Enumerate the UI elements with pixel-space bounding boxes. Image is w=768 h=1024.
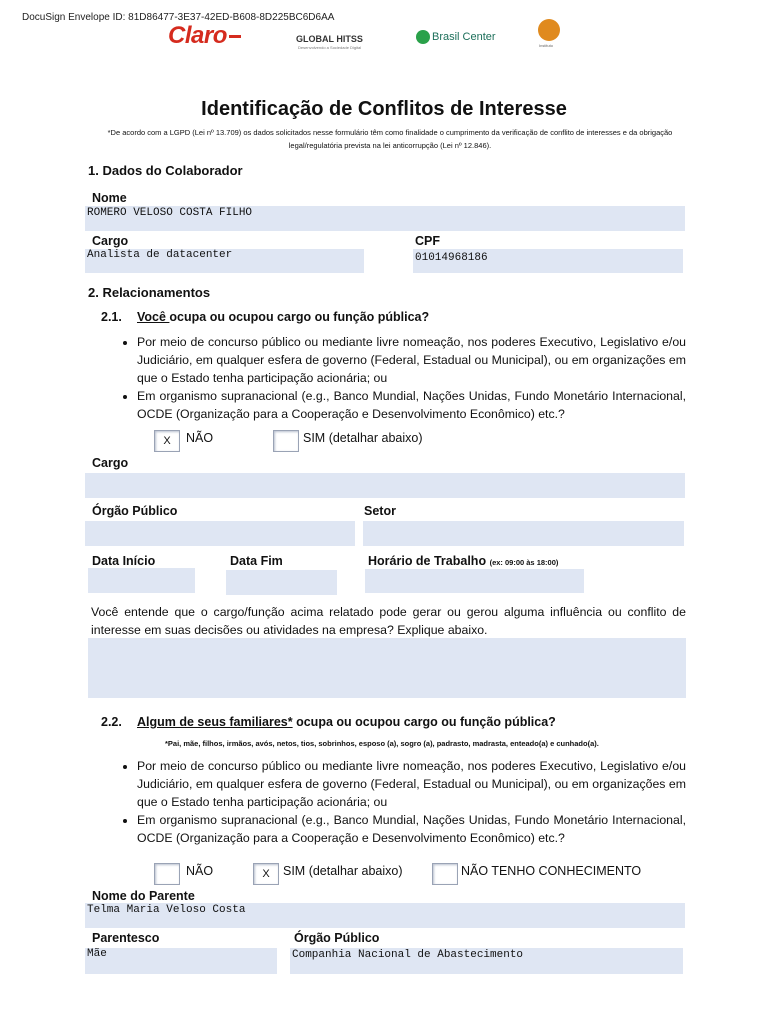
q21-sim-label: SIM (detalhar abaixo) (303, 431, 423, 445)
influence-question: Você entende que o cargo/função acima relatado pode gerar ou gerou alguma influência ou conflito de interesse em suas decisões ou atividades na empresa? Explique abaixo. (91, 605, 686, 637)
q21-orgao-field[interactable] (85, 521, 355, 546)
data-fim-label: Data Fim (230, 554, 283, 568)
q22-question: Algum de seus familiares* ocupa ou ocupou cargo ou função pública? (137, 715, 556, 729)
q22-number: 2.2. (101, 715, 122, 729)
data-inicio-field[interactable] (88, 568, 195, 593)
q21-setor-label: Setor (364, 504, 396, 518)
q22-nao-checkbox[interactable] (154, 863, 180, 885)
q22-bullet-1: • Por meio de concurso público ou mediante livre nomeação, nos poderes Executivo, Legislativo e/ou Judiciário, em qualquer esfera de governo (Federal, Estadual ou Municipal), ou em organizações em que o Estado tenha participação acionária; ou (137, 757, 686, 811)
cargo-field[interactable] (85, 249, 364, 273)
parentesco-value: Mãe (87, 948, 107, 960)
parente-field[interactable] (85, 903, 685, 928)
parentesco-field[interactable] (85, 948, 277, 974)
q21-bullet-list (137, 333, 686, 423)
section1-heading: 1. Dados do Colaborador (88, 163, 243, 178)
q22-bullet-2: • Em organismo supranacional (e.g., Banco Mundial, Nações Unidas, Fundo Monetário Internacional, OCDE (Organização para a Cooperação e Desenvolvimento Econômico) etc.? (137, 811, 686, 847)
q22-nao-conhecimento-label: NÃO TENHO CONHECIMENTO (461, 864, 642, 878)
cpf-value: 01014968186 (415, 252, 488, 264)
horario-field[interactable] (365, 569, 584, 593)
cargo-value: Analista de datacenter (87, 249, 233, 261)
section2-heading: 2. Relacionamentos (88, 285, 211, 300)
parente-value: Telma Maria Veloso Costa (87, 904, 246, 916)
lgpd-disclaimer: *De acordo com a LGPD (Lei nº 13.709) os dados solicitados nesse formulário têm como finalidade o cumprimento da verificação de conflito de interesses e da obrigação legal/regulatória prevista na lei anticorrupção (Lei nº 12.846). (107, 128, 673, 150)
q22-familiares-note: *Pai, mãe, filhos, irmãos, avós, netos, tios, sobrinhos, esposo (a), sogro (a), padrasto, madrasta, enteado(a) e cunhado(a). (165, 739, 599, 748)
parentesco-label: Parentesco (92, 931, 160, 945)
q21-number: 2.1. (101, 310, 122, 324)
q22-orgao-field[interactable] (290, 948, 683, 974)
cpf-label: CPF (415, 234, 440, 248)
q22-nao-conhecimento-checkbox[interactable] (432, 863, 458, 885)
nome-label: Nome (92, 191, 127, 205)
cargo-label: Cargo (92, 234, 129, 248)
claro-logo: Claro (168, 22, 241, 50)
q21-bullet-2: • Em organismo supranacional (e.g., Banco Mundial, Nações Unidas, Fundo Monetário Internacional, OCDE (Organização para a Cooperação e Desenvolvimento Econômico) etc.? (137, 387, 686, 423)
q21-nao-label: NÃO (186, 431, 214, 445)
data-inicio-label: Data Início (92, 554, 156, 568)
q21-question: Você ocupa ou ocupou cargo ou função pública? (137, 310, 430, 324)
global-hitss-tagline: Desenvolvendo a Sociedade Digital (298, 45, 362, 50)
brasil-center-logo: Brasil Center (416, 30, 496, 44)
cpf-field[interactable] (413, 249, 683, 273)
q21-setor-field[interactable] (363, 521, 684, 546)
q21-cargo-label: Cargo (92, 456, 129, 470)
parente-label: Nome do Parente (92, 889, 195, 903)
docusign-envelope-id: DocuSign Envelope ID: 81D86477-3E37-42ED-B608-8D225BC6D6AA (22, 12, 335, 23)
q21-bullet-1: • Por meio de concurso público ou mediante livre nomeação, nos poderes Executivo, Legislativo e/ou Judiciário, em qualquer esfera de governo (Federal, Estadual ou Municipal), ou em organizações em que o Estado tenha participação acionária; ou (137, 333, 686, 387)
data-fim-field[interactable] (226, 570, 337, 595)
global-hitss-logo: GLOBAL HITSS (296, 34, 363, 44)
q22-bullet-list (137, 757, 686, 847)
q22-sim-label: SIM (detalhar abaixo) (283, 864, 403, 878)
nome-field[interactable] (85, 206, 685, 231)
q22-orgao-label: Órgão Público (294, 931, 380, 945)
q21-cargo-field[interactable] (85, 473, 685, 498)
influence-answer-field[interactable] (88, 638, 686, 698)
instituto-logo-label: Instituto (539, 43, 554, 48)
nome-value: ROMERO VELOSO COSTA FILHO (87, 207, 253, 219)
instituto-logo-icon (538, 19, 560, 41)
q21-sim-checkbox[interactable] (273, 430, 299, 452)
horario-label: Horário de Trabalho (ex: 09:00 às 18:00) (368, 554, 559, 568)
q21-orgao-label: Órgão Público (92, 504, 178, 518)
page-title: Identificação de Conflitos de Interesse (201, 98, 567, 120)
q22-nao-label: NÃO (186, 864, 214, 878)
q21-nao-checkbox[interactable]: X (154, 430, 180, 452)
q22-sim-checkbox[interactable]: X (253, 863, 279, 885)
q22-orgao-value: Companhia Nacional de Abastecimento (292, 949, 524, 961)
brasil-center-icon (416, 30, 430, 44)
